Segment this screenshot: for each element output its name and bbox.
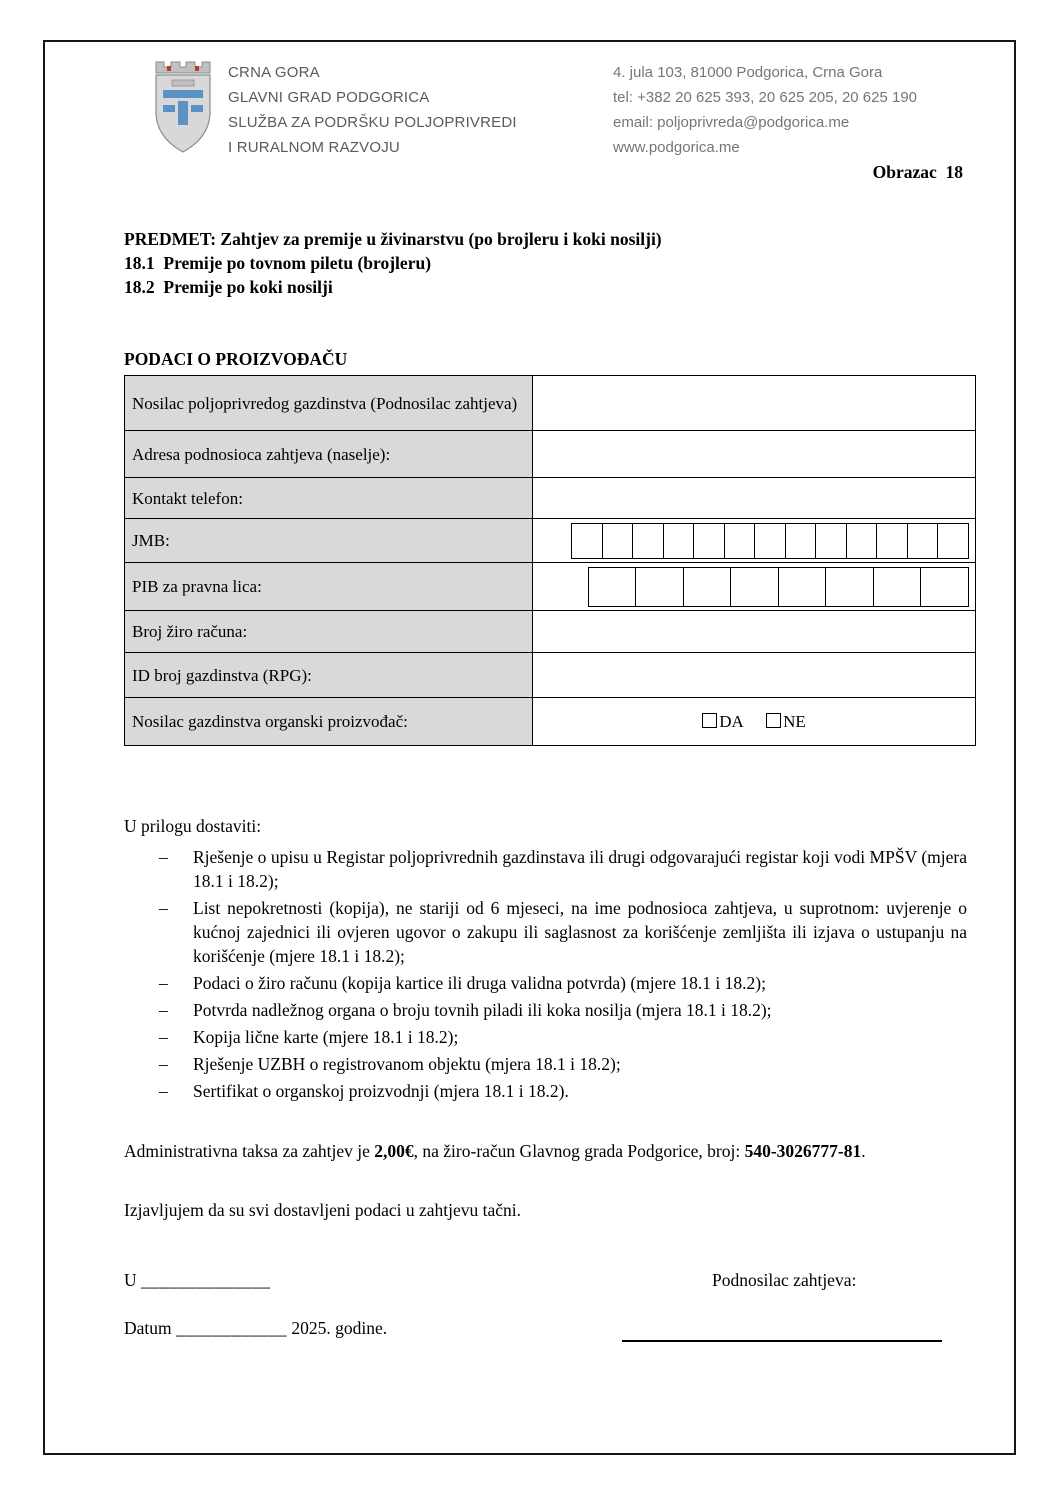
organization-name-block (228, 60, 517, 160)
attachment-text: Potvrda nadležnog organa o broju tovnih piladi ili koka nosilja (mjera 18.1 i 18.2); (193, 1000, 772, 1020)
letterhead (150, 56, 973, 160)
digit-box[interactable] (602, 523, 634, 559)
org-department-line1: SLUŽBA ZA PODRŠKU POLJOPRIVREDI (228, 114, 517, 131)
input-cell-bank-account[interactable] (533, 611, 976, 653)
digit-box[interactable] (825, 567, 874, 607)
form-number: Obrazac 18 (872, 162, 963, 182)
org-country: CRNA GORA (228, 64, 320, 81)
field-label-phone: Kontakt telefon: (125, 478, 533, 519)
digit-box[interactable] (876, 523, 908, 559)
table-row-jmb (125, 519, 976, 563)
digit-box[interactable] (920, 567, 969, 607)
table-row-organic (125, 698, 976, 746)
tax-note (124, 1139, 969, 1164)
attachment-text: Rješenje UZBH o registrovanom objektu (mjera 18.1 i 18.2); (193, 1054, 621, 1074)
dash-bullet: – (159, 1081, 168, 1101)
field-label-bank-account: Broj žiro računa: (125, 611, 533, 653)
input-cell-pib (533, 563, 976, 611)
digit-box[interactable] (571, 523, 603, 559)
attachment-item (159, 998, 967, 1022)
organic-options-cell (533, 698, 976, 746)
digit-box[interactable] (873, 567, 922, 607)
input-cell-rpg-id[interactable] (533, 653, 976, 698)
field-label-jmb: JMB: (125, 519, 533, 563)
subject-block (124, 227, 973, 299)
page-content (45, 42, 1014, 1348)
field-label-pib: PIB za pravna lica: (125, 563, 533, 611)
place-row (124, 1270, 973, 1296)
dash-bullet: – (159, 847, 168, 867)
signer-label: Podnosilac zahtjeva: (712, 1270, 857, 1290)
input-cell-jmb (533, 519, 976, 563)
field-label-address: Adresa podnosioca zahtjeva (naselje): (125, 431, 533, 478)
attachment-text: Sertifikat o organskoj proizvodnji (mjera 18.1 i 18.2). (193, 1081, 569, 1101)
digit-box[interactable] (815, 523, 847, 559)
digit-box[interactable] (785, 523, 817, 559)
date-blank-line[interactable]: ____________ (176, 1318, 288, 1338)
attachment-item (159, 1079, 967, 1103)
subject-item-18-2: 18.2 Premije po koki nosilji (124, 277, 333, 297)
org-department-line2: I RURALNOM RAZVOJU (228, 139, 400, 156)
phone-line: tel: +382 20 625 393, 20 625 205, 20 625 190 (613, 89, 918, 106)
place-blank-line[interactable]: ______________ (141, 1270, 271, 1290)
date-row (124, 1318, 973, 1348)
attachment-item (159, 971, 967, 995)
organic-option-da-label: DA (719, 711, 744, 731)
podgorica-coat-of-arms-logo (150, 58, 216, 156)
dash-bullet: – (159, 898, 168, 918)
digit-box[interactable] (663, 523, 695, 559)
tax-note-part2: , na žiro-račun Glavnog grada Podgorice, broj: (413, 1141, 745, 1161)
attachment-item (159, 1052, 967, 1076)
digit-box[interactable] (907, 523, 939, 559)
input-cell-address[interactable] (533, 431, 976, 478)
dash-bullet: – (159, 1000, 168, 1020)
digit-box[interactable] (846, 523, 878, 559)
subject-item-18-1: 18.1 Premije po tovnom piletu (brojleru) (124, 253, 432, 273)
table-row-holder (125, 376, 976, 431)
producer-section-title: PODACI O PROIZVOĐAČU (124, 349, 348, 369)
digit-box[interactable] (724, 523, 756, 559)
checkbox-da[interactable] (702, 713, 717, 728)
organic-option-ne-label: NE (783, 711, 806, 731)
field-label-organic: Nosilac gazdinstva organski proizvođač: (125, 698, 533, 746)
attachment-item (159, 1025, 967, 1049)
dash-bullet: – (159, 1027, 168, 1047)
input-cell-holder[interactable] (533, 376, 976, 431)
attachment-text: Podaci o žiro računu (kopija kartice ili druga validna potvrda) (mjere 18.1 i 18.2); (193, 973, 766, 993)
declaration-text: Izjavljujem da su svi dostavljeni podaci u zahtjevu tačni. (124, 1200, 522, 1220)
attachment-text: Rješenje o upisu u Registar poljoprivrednih gazdinstava ili drugi odgovarajući registar koji vodi MPŠV (mjera 18.1 i 18.2); (193, 847, 967, 891)
table-row-address (125, 431, 976, 478)
tax-note-part1: Administrativna taksa za zahtjev je (124, 1141, 375, 1161)
tax-account-number: 540-3026777-81 (744, 1141, 862, 1161)
jmb-digit-boxes (534, 523, 969, 559)
attachment-item (159, 845, 967, 893)
digit-box[interactable] (730, 567, 779, 607)
org-city: GLAVNI GRAD PODGORICA (228, 89, 430, 106)
digit-box[interactable] (937, 523, 969, 559)
contact-block (613, 60, 917, 160)
table-row-pib (125, 563, 976, 611)
table-row-bank-account (125, 611, 976, 653)
attachment-item (159, 896, 967, 968)
subject-title: PREDMET: Zahtjev za premije u živinarstvu (po brojleru i koki nosilji) (124, 229, 662, 249)
digit-box[interactable] (693, 523, 725, 559)
digit-box[interactable] (778, 567, 827, 607)
digit-box[interactable] (632, 523, 664, 559)
date-label: Datum (124, 1318, 172, 1338)
tax-note-part3: . (861, 1141, 866, 1161)
table-row-rpg-id (125, 653, 976, 698)
dash-bullet: – (159, 973, 168, 993)
date-year-text: 2025. godine. (291, 1318, 388, 1338)
attachment-text: Kopija lične karte (mjere 18.1 i 18.2); (193, 1027, 459, 1047)
pib-digit-boxes (534, 567, 969, 607)
producer-info-table (124, 375, 976, 746)
attachments-intro: U prilogu dostaviti: (124, 816, 262, 836)
input-cell-phone[interactable] (533, 478, 976, 519)
digit-box[interactable] (588, 567, 637, 607)
page-border (43, 40, 1016, 1455)
signature-line[interactable] (622, 1340, 942, 1342)
address-line: 4. jula 103, 81000 Podgorica, Crna Gora (613, 64, 883, 81)
website-line: www.podgorica.me (613, 139, 740, 156)
tax-amount: 2,00€ (374, 1141, 414, 1161)
place-label: U (124, 1270, 137, 1290)
checkbox-ne[interactable] (766, 713, 781, 728)
field-label-holder: Nosilac poljoprivredog gazdinstva (Podnosilac zahtjeva) (125, 376, 533, 431)
digit-box[interactable] (754, 523, 786, 559)
field-label-rpg-id: ID broj gazdinstva (RPG): (125, 653, 533, 698)
organic-option-da[interactable] (702, 712, 744, 731)
digit-box[interactable] (635, 567, 684, 607)
email-line: email: poljoprivreda@podgorica.me (613, 114, 850, 131)
organic-option-ne[interactable] (766, 712, 806, 731)
attachment-text: List nepokretnosti (kopija), ne stariji od 6 mjeseci, na ime podnosioca zahtjeva, u suprotnom: uvjerenje o kućnoj zajednici ili ovjeren ugovor o zakupu ili saglasnost za korišćenje zemljišta ili izjava o ustupanju na korišćenje (mjere 18.1 i 18.2); (193, 898, 967, 966)
dash-bullet: – (159, 1054, 168, 1074)
digit-box[interactable] (683, 567, 732, 607)
table-row-phone (125, 478, 976, 519)
attachments-list (159, 845, 967, 1103)
